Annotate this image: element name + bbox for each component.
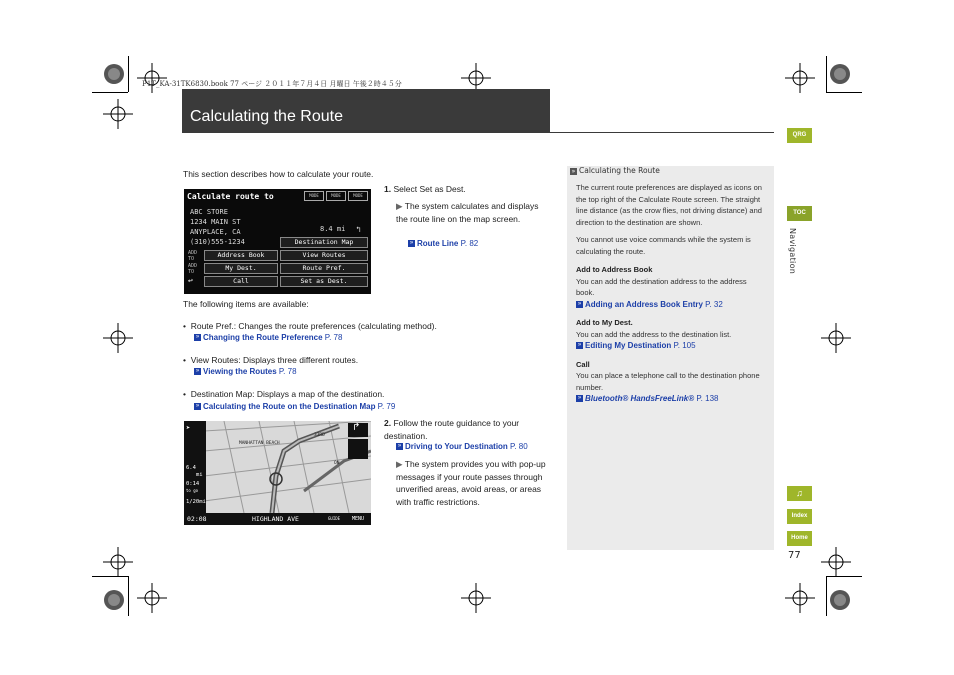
sidebar-heading: Add to Address Book xyxy=(576,265,653,274)
sidebar-title: » Calculating the Route xyxy=(571,166,660,175)
page-title: Calculating the Route xyxy=(190,108,343,125)
step-2: 2. Follow the route guidance to your destination. xyxy=(384,418,520,441)
sidebar-paragraph: The current route preferences are displayed as icons on the top right of the Calculate Route screen. The straight line distance (as the crow flies, not driving distance) and direction to the destination are shown. xyxy=(576,183,762,227)
crop-line xyxy=(826,92,862,93)
crop-line xyxy=(92,576,128,577)
status-bar xyxy=(184,513,371,525)
handsfreelink-link[interactable]: » Bluetooth® HandsFreeLink® P. 138 xyxy=(577,394,719,403)
item-view-routes: • View Routes: Displays three different routes. xyxy=(183,355,359,365)
index-tab[interactable]: Index xyxy=(787,509,812,524)
registration-mark-icon xyxy=(785,583,815,613)
map-scale: 1/20mi xyxy=(186,499,206,505)
distance-readout: 8.4 mi xyxy=(320,225,346,233)
step-1: 1. Select Set as Dest. xyxy=(384,184,466,194)
step-2-result: ▶ The system provides you with pop-up messages if your route passes through unverified areas, avoid areas, or areas with traffic restrictions. xyxy=(396,459,546,507)
registration-mark-icon xyxy=(103,99,133,129)
link-arrow-icon: » xyxy=(195,334,200,341)
print-header: F1T_KA-31TK6830.book 77 ページ ２０１１年７月４日 月曜日 午後２時４５分 xyxy=(142,80,402,88)
route-pref-button[interactable]: Route Pref. xyxy=(280,263,368,274)
crop-line xyxy=(128,56,129,92)
page-number: 77 xyxy=(788,550,801,561)
viewing-routes-link[interactable]: » Viewing the Routes P. 78 xyxy=(195,367,297,376)
crop-line xyxy=(92,92,128,93)
sidebar-content xyxy=(576,182,766,405)
crop-line xyxy=(128,576,129,616)
title-bar xyxy=(182,89,550,133)
current-street: HIGHLAND AVE xyxy=(252,515,299,523)
sidebar-paragraph: You cannot use voice commands while the system is calculating the route. xyxy=(576,235,751,256)
link-arrow-icon: » xyxy=(195,368,200,375)
route-guidance-map-screenshot xyxy=(184,421,371,525)
voice-command-icon[interactable]: ♫ xyxy=(787,486,812,501)
notes-sidebar xyxy=(567,166,774,550)
menu-button[interactable]: MENU xyxy=(352,516,365,522)
home-tab[interactable]: Home xyxy=(787,531,812,546)
link-arrow-icon: » xyxy=(577,395,582,402)
screen-header: Calculate route to xyxy=(187,192,274,201)
qrg-tab[interactable]: QRG xyxy=(787,128,812,143)
address-book-button[interactable]: Address Book xyxy=(204,250,278,261)
color-dial-bottom-right xyxy=(829,589,851,611)
sidebar-heading: Add to My Dest. xyxy=(576,318,633,327)
color-dial-bottom-left xyxy=(103,589,125,611)
note-arrow-icon: » xyxy=(571,167,576,175)
sidebar-paragraph: You can add the destination address to the address book. xyxy=(576,276,747,297)
my-dest-button[interactable]: My Dest. xyxy=(204,263,278,274)
sidebar-paragraph: You can add the address to the destination list. xyxy=(576,329,732,339)
registration-mark-icon xyxy=(103,323,133,353)
route-pref-icon: MODE xyxy=(326,191,346,201)
changing-route-preference-link[interactable]: » Changing the Route Preference P. 78 xyxy=(195,333,343,342)
destination-map-button[interactable]: Destination Map xyxy=(280,237,368,248)
registration-mark-icon xyxy=(137,583,167,613)
link-arrow-icon: » xyxy=(577,300,582,307)
item-route-pref: • Route Pref.: Changes the route preferences (calculating method). xyxy=(183,321,437,331)
direction-arrow-icon: ↰ xyxy=(356,225,361,234)
compass-icon: ➤ xyxy=(186,424,191,432)
view-routes-button[interactable]: View Routes xyxy=(280,250,368,261)
crop-line xyxy=(826,576,827,616)
guide-button[interactable]: GUIDE xyxy=(328,516,341,521)
title-rule xyxy=(182,132,774,133)
following-text: The following items are available: xyxy=(183,299,309,309)
back-arrow-icon[interactable]: ↩ xyxy=(188,276,193,285)
add-icon: ADD TO xyxy=(188,263,198,275)
crop-line xyxy=(826,56,827,92)
result-arrow-icon: ▶ xyxy=(396,459,403,469)
color-dial-top-right xyxy=(829,63,851,85)
item-destination-map: • Destination Map: Displays a map of the destination. xyxy=(183,389,385,399)
result-arrow-icon: ▶ xyxy=(396,201,403,211)
step-1-result: ▶ The system calculates and displays the route line on the map screen. xyxy=(396,201,539,224)
clock: 02:08 xyxy=(187,515,207,523)
sidebar-paragraph: You can place a telephone call to the destination phone number. xyxy=(576,371,760,392)
link-arrow-icon: » xyxy=(577,342,582,349)
route-pref-icon: MODE xyxy=(304,191,324,201)
registration-mark-icon xyxy=(785,63,815,93)
link-arrow-icon: » xyxy=(409,240,414,247)
set-as-dest-button[interactable]: Set as Dest. xyxy=(280,276,368,287)
destination-map-link[interactable]: » Calculating the Route on the Destination Map P. 79 xyxy=(195,402,396,411)
destination-address: ABC STORE 1234 MAIN ST ANYPLACE, CA (310)555-1234 xyxy=(190,208,245,246)
distance-unit: mi xyxy=(196,472,203,478)
address-book-entry-link[interactable]: » Adding an Address Book Entry P. 32 xyxy=(577,299,723,309)
registration-mark-icon xyxy=(821,547,851,577)
link-arrow-icon: » xyxy=(195,403,200,410)
route-line-link[interactable]: » Route Line P. 82 xyxy=(409,239,479,248)
chapter-label: Navigation xyxy=(788,228,797,275)
toc-tab[interactable]: TOC xyxy=(787,206,812,221)
driving-to-destination-link[interactable]: » Driving to Your Destination P. 80 xyxy=(397,442,528,451)
map-graphic xyxy=(184,421,371,525)
guidance-panel xyxy=(184,421,206,513)
registration-mark-icon xyxy=(461,583,491,613)
map-street-label: 33RD xyxy=(314,433,325,438)
link-arrow-icon: » xyxy=(397,443,402,450)
time-remaining: 0:14 xyxy=(186,481,200,487)
intro-text: This section describes how to calculate your route. xyxy=(183,169,374,179)
distance-value: 6.4 xyxy=(186,465,196,471)
route-pref-icons xyxy=(304,191,368,201)
registration-mark-icon xyxy=(103,547,133,577)
sidebar-heading: Call xyxy=(576,359,590,369)
crop-line xyxy=(826,576,862,577)
color-dial-top-left xyxy=(103,63,125,85)
map-street-label: ON xyxy=(334,461,340,466)
editing-my-destination-link[interactable]: » Editing My Destination P. 105 xyxy=(577,341,696,350)
map-street-label: MANHATTAN BEACH xyxy=(239,441,280,446)
call-button[interactable]: Call xyxy=(204,276,278,287)
calculate-route-screenshot xyxy=(184,189,371,294)
turn-arrow-icon: ↱ xyxy=(352,422,361,433)
add-icon: ADD TO xyxy=(188,250,198,262)
time-label: to go xyxy=(186,488,199,493)
route-pref-icon: MODE xyxy=(348,191,368,201)
registration-mark-icon xyxy=(821,323,851,353)
